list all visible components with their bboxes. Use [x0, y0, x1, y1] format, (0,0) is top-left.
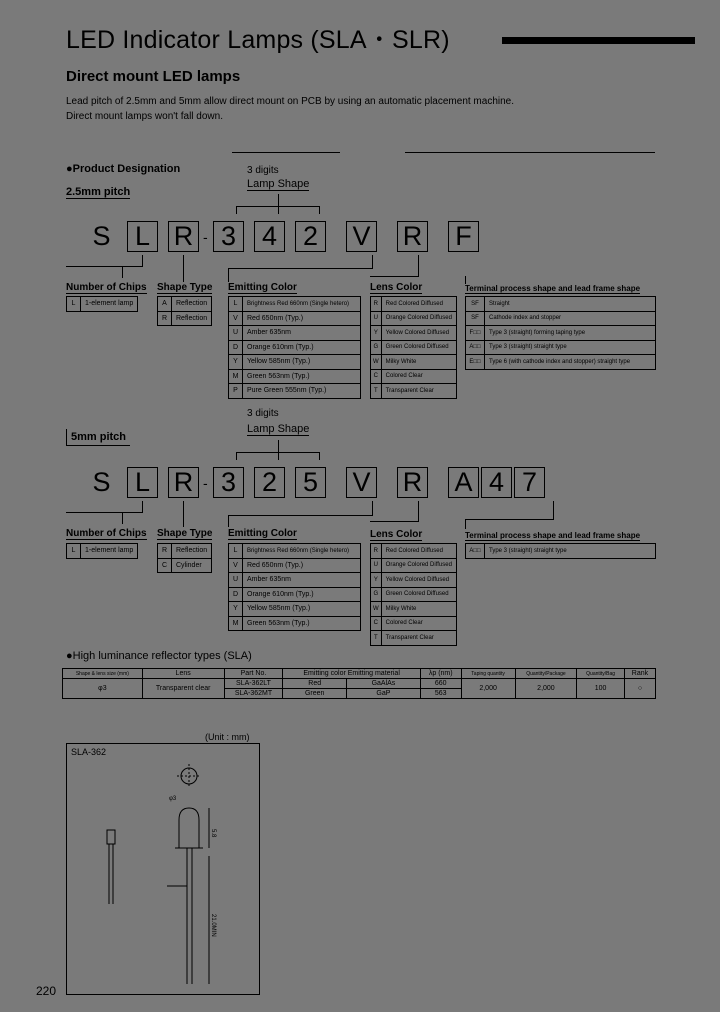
code-char: S [92, 221, 111, 251]
dimension-drawing [66, 743, 260, 995]
term-table: SF Straight SF Cathode index and stopper F□□ Type 3 (straight) forming taping type A□□ Type 3 (straight) straight type E□□ Type 6 (with cathode index and stopper) straight type [465, 296, 656, 370]
code-char: 3 [213, 467, 244, 498]
code-char: V [346, 221, 377, 252]
shape-table: R Reflection C Cylinder [157, 543, 212, 573]
code-char: A [448, 467, 479, 498]
emit-table: L Brightness Red 660nm (Single hetero) V Red 650nm (Typ.) U Amber 635nm D Orange 610nm (Typ.) Y Yellow 585nm (Typ.) M Green 563nm (Typ.) [228, 543, 361, 631]
lens-table: R Red Colored Diffused U Orange Colored Diffused Y Yellow Colored Diffused G Green Colored Diffused W Milky White C Colored Clear T Transparent Clear [370, 296, 457, 399]
intro-line-1: Lead pitch of 2.5mm and 5mm allow direct mount on PCB by using an automatic placement machine. [66, 96, 515, 107]
digits-note: 3 digits [247, 408, 279, 419]
code-dash: - [203, 228, 208, 245]
svg-text:5.8: 5.8 [210, 829, 216, 838]
unit-note: (Unit : mm) [205, 732, 250, 742]
code-char: V [346, 467, 377, 498]
code-char: R [397, 467, 428, 498]
lens-table: R Red Colored Diffused U Orange Colored Diffused Y Yellow Colored Diffused G Green Colored Diffused W Milky White C Colored Clear T Transparent Clear [370, 543, 457, 646]
digits-note: 3 digits [247, 165, 279, 176]
code-char: 4 [254, 221, 285, 252]
page-title: LED Indicator Lamps (SLA・SLR) [66, 26, 450, 54]
page-number: 220 [36, 984, 57, 998]
code-char: 4 [481, 467, 512, 498]
chips-table: L 1-element lamp [66, 296, 138, 312]
divider [232, 152, 340, 153]
term-table: A□□ Type 3 (straight) straight type [465, 543, 656, 559]
intro-text [66, 94, 514, 124]
emit-header: Emitting Color [228, 282, 297, 293]
chips-table: L 1-element lamp [66, 543, 138, 559]
divider [405, 152, 655, 153]
intro-line-2: Direct mount lamps won't fall down. [66, 111, 223, 122]
svg-text:φ3: φ3 [169, 796, 177, 802]
hl-heading: ●High luminance reflector types (SLA) [66, 650, 252, 662]
code-5mm [86, 467, 555, 498]
chips-header: Number of Chips [66, 528, 147, 539]
svg-text:21.0MIN: 21.0MIN [210, 914, 216, 937]
code-char: 3 [213, 221, 244, 252]
drawing-label: SLA-362 [71, 747, 107, 757]
emit-header: Emitting Color [228, 528, 297, 539]
table-row: SLA-362MT Green GaP 563 [63, 689, 656, 699]
pitch-label: 2.5mm pitch [66, 186, 131, 198]
code-char: L [127, 221, 158, 252]
lamp-shape-label: Lamp Shape [247, 423, 310, 435]
shape-table: A Reflection R Reflection [157, 296, 212, 326]
code-2-5mm [86, 221, 489, 252]
shape-header: Shape Type [157, 282, 213, 293]
emit-table: L Brightness Red 660nm (Single hetero) V Red 650nm (Typ.) U Amber 635nm D Orange 610nm (Typ.) Y Yellow 585nm (Typ.) M Green 563nm (Typ.) P Pure Green 555nm (Typ.) [228, 296, 361, 399]
lens-header: Lens Color [370, 529, 423, 540]
lens-header: Lens Color [370, 282, 423, 293]
title-bar [502, 37, 695, 44]
designation-heading: ●Product Designation [66, 163, 181, 175]
pitch-label: 5mm pitch [66, 429, 130, 446]
code-char: R [168, 221, 199, 252]
table-row: Shape & lens size (mm) Lens Part No. Emitting color Emitting material λp (nm) Taping quantity Quantity/Package Quantity/Bag Rank [63, 669, 656, 679]
code-char: 5 [295, 467, 326, 498]
code-char: L [127, 467, 158, 498]
code-char: 2 [254, 467, 285, 498]
code-char: F [448, 221, 479, 252]
code-char: R [168, 467, 199, 498]
code-char: 7 [514, 467, 545, 498]
shape-header: Shape Type [157, 528, 213, 539]
chips-header: Number of Chips [66, 282, 147, 293]
term-header: Terminal process shape and lead frame shape [465, 531, 641, 540]
code-char: 2 [295, 221, 326, 252]
lamp-shape-label: Lamp Shape [247, 178, 310, 190]
section-subtitle: Direct mount LED lamps [66, 68, 241, 85]
led-outline-svg [67, 744, 259, 994]
table-row: φ3 Transparent clear SLA-362LT Red GaAlAs 660 2,000 2,000 100 ○ [63, 679, 656, 689]
code-char: R [397, 221, 428, 252]
term-header: Terminal process shape and lead frame shape [465, 284, 641, 293]
code-dash: - [203, 474, 208, 491]
hl-table [62, 668, 656, 699]
code-char: S [92, 467, 111, 497]
